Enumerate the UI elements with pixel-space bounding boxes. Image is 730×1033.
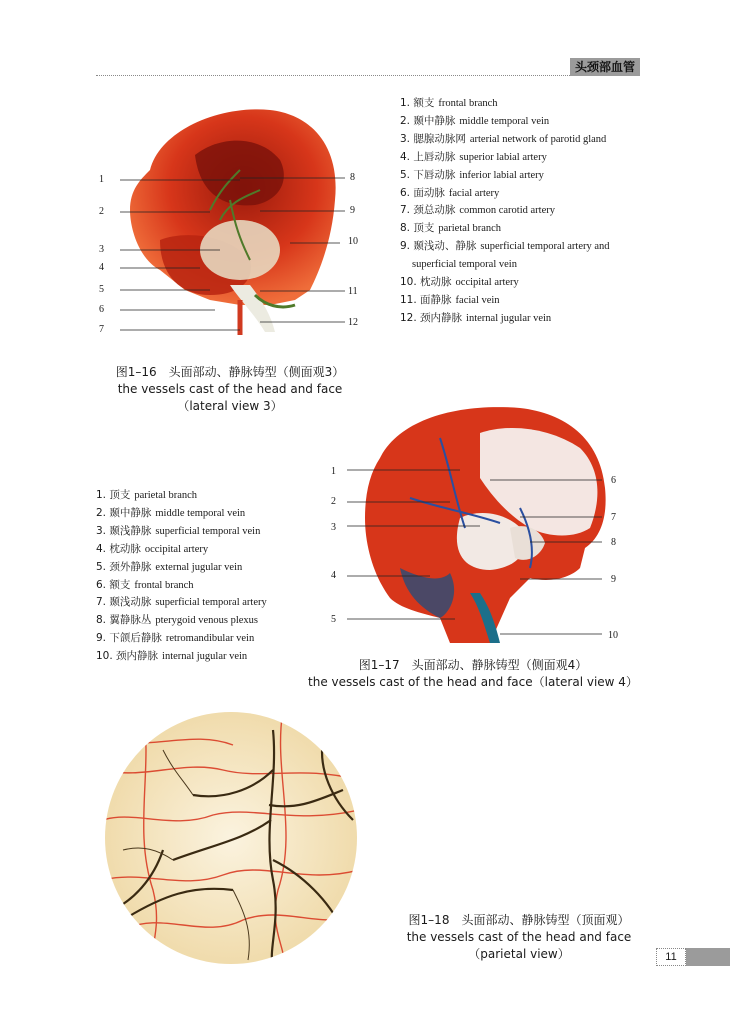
fig17-callout-5: 5 bbox=[331, 614, 336, 625]
vessel-cast-lateral-3-illustration bbox=[90, 100, 380, 345]
figure-1-18-image bbox=[103, 710, 359, 966]
vessel-cast-parietal-illustration bbox=[103, 710, 359, 966]
fig17-callout-8: 8 bbox=[611, 537, 616, 548]
fig17-callout-7: 7 bbox=[611, 512, 616, 523]
legend-item: 2. 颞中静脉 middle temporal vein bbox=[400, 114, 550, 127]
fig16-callout-7: 7 bbox=[99, 324, 104, 335]
legend-item: 9. 下颌后静脉 retromandibular vein bbox=[96, 632, 255, 645]
legend-item: 4. 上唇动脉 superior labial artery bbox=[400, 150, 547, 163]
fig16-callout-11: 11 bbox=[348, 286, 358, 297]
fig16-callout-12: 12 bbox=[348, 317, 358, 328]
legend-item: 4. 枕动脉 occipital artery bbox=[96, 542, 209, 555]
fig18-caption bbox=[384, 912, 654, 963]
fig17-callout-1: 1 bbox=[331, 466, 336, 477]
legend-item: 2. 颞中静脉 middle temporal vein bbox=[96, 506, 246, 519]
legend-item: 6. 额支 frontal branch bbox=[96, 578, 194, 591]
legend-item: 3. 颞浅静脉 superficial temporal vein bbox=[96, 524, 261, 537]
header-rule bbox=[96, 75, 570, 76]
fig16-caption-title: 图1–16 头面部动、静脉铸型（侧面观3） bbox=[115, 365, 345, 379]
fig16-caption bbox=[90, 364, 370, 415]
section-title: 头颈部血管 bbox=[570, 58, 640, 76]
fig16-callout-5: 5 bbox=[99, 284, 104, 295]
legend-item: 11. 面静脉 facial vein bbox=[400, 293, 500, 306]
legend-item: 10. 枕动脉 occipital artery bbox=[400, 276, 519, 289]
fig18-caption-en-1: the vessels cast of the head and face bbox=[406, 930, 632, 944]
page-number: 11 bbox=[656, 948, 686, 966]
fig16-callout-1: 1 bbox=[99, 174, 104, 185]
legend-item: 7. 颞浅动脉 superficial temporal artery bbox=[96, 596, 267, 609]
legend-item: 5. 下唇动脉 inferior labial artery bbox=[400, 168, 544, 181]
legend-item: 9. 颞浅动、静脉 superficial temporal artery and bbox=[400, 240, 610, 253]
fig16-caption-en-1: the vessels cast of the head and face bbox=[117, 382, 343, 396]
legend-item: 10. 颈内静脉 internal jugular vein bbox=[96, 650, 248, 663]
fig17-legend bbox=[96, 487, 267, 666]
legend-item: 1. 顶支 parietal branch bbox=[96, 489, 198, 501]
legend-item: 3. 腮腺动脉网 arterial network of parotid gland bbox=[400, 132, 607, 145]
legend-item: 5. 颈外静脉 external jugular vein bbox=[96, 560, 243, 573]
fig17-callout-4: 4 bbox=[331, 570, 336, 581]
fig17-callout-3: 3 bbox=[331, 522, 336, 533]
legend-item: 1. 额支 frontal branch bbox=[400, 97, 498, 109]
fig16-callout-2: 2 bbox=[99, 206, 104, 217]
fig17-caption bbox=[300, 657, 646, 691]
figure-1-16-image bbox=[90, 100, 380, 345]
legend-item: 8. 顶支 parietal branch bbox=[400, 222, 502, 235]
fig17-callout-2: 2 bbox=[331, 496, 336, 507]
legend-item: 6. 面动脉 facial artery bbox=[400, 186, 500, 199]
fig17-callout-9: 9 bbox=[611, 574, 616, 585]
fig16-callout-4: 4 bbox=[99, 262, 104, 273]
page-number-bar bbox=[686, 948, 730, 966]
figure-1-17-image bbox=[340, 398, 630, 650]
legend-item: 7. 颈总动脉 common carotid artery bbox=[400, 204, 555, 217]
fig16-callout-9: 9 bbox=[350, 205, 355, 216]
legend-item-continuation: superficial temporal vein bbox=[412, 259, 517, 271]
fig17-caption-title: 图1–17 头面部动、静脉铸型（侧面观4） bbox=[358, 658, 588, 672]
fig17-caption-en-1: the vessels cast of the head and face（lateral view 4） bbox=[308, 675, 638, 689]
legend-item: 12. 颈内静脉 internal jugular vein bbox=[400, 311, 552, 324]
fig16-callout-6: 6 bbox=[99, 304, 104, 315]
vessel-cast-lateral-4-illustration bbox=[340, 398, 630, 650]
fig17-callout-10: 10 bbox=[608, 630, 618, 641]
fig16-callout-10: 10 bbox=[348, 236, 358, 247]
fig17-callout-6: 6 bbox=[611, 475, 616, 486]
fig16-callout-8: 8 bbox=[350, 172, 355, 183]
fig18-caption-en-2: （parietal view） bbox=[468, 947, 570, 961]
fig16-legend bbox=[400, 95, 610, 328]
legend-item: 8. 翼静脉丛 pterygoid venous plexus bbox=[96, 614, 259, 627]
fig16-callout-3: 3 bbox=[99, 244, 104, 255]
fig18-caption-title: 图1–18 头面部动、静脉铸型（顶面观） bbox=[408, 913, 630, 927]
fig16-caption-en-2: （lateral view 3） bbox=[177, 399, 283, 413]
